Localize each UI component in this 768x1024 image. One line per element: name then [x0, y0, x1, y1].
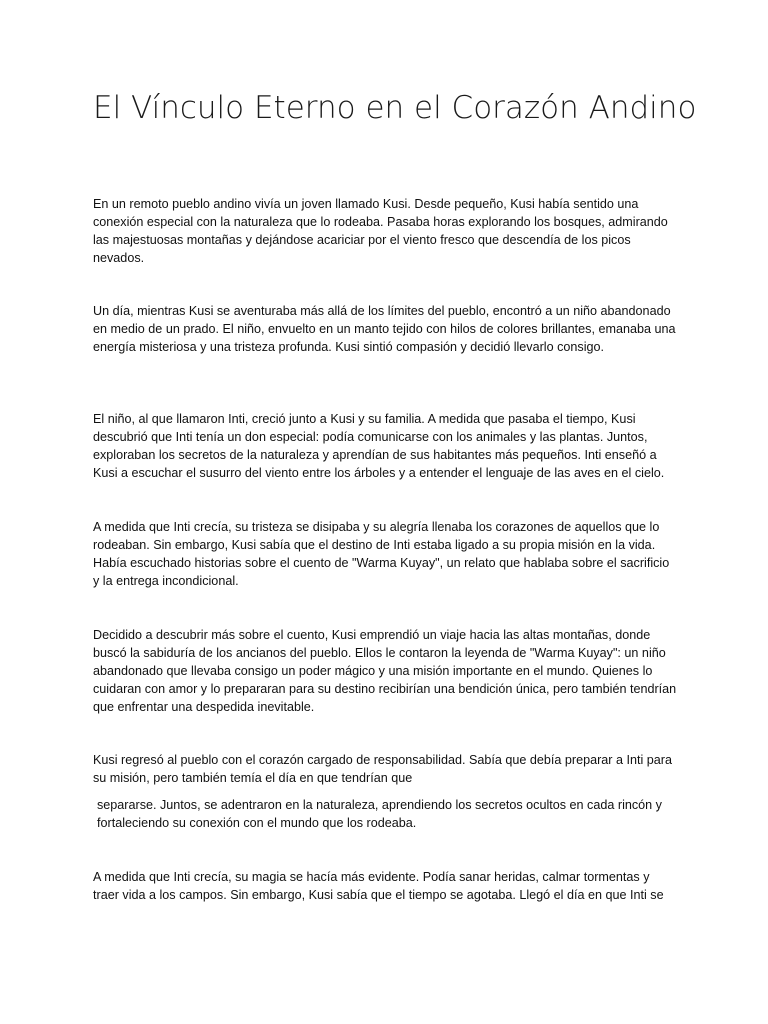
document-title: El Vínculo Eterno en el Corazón Andino — [93, 90, 697, 126]
paragraph: A medida que Inti crecía, su magia se hacía más evidente. Podía sanar heridas, calmar tormentas y traer vida a los campos. Sin embargo, Kusi sabía que el tiempo se agotaba. Llegó el día en que Inti se — [93, 870, 664, 902]
paragraph: El niño, al que llamaron Inti, creció junto a Kusi y su familia. A medida que pasaba el tiempo, Kusi descubrió que Inti tenía un don especial: podía comunicarse con los animales y las plantas. Juntos, exploraban los secretos de la naturaleza y aprendían de sus habitantes más pequeños. Inti enseñó a Kusi a escuchar el susurro del viento entre los árboles y a entender el lenguaje de las aves en el cielo. — [93, 412, 665, 480]
paragraph: A medida que Inti crecía, su tristeza se disipaba y su alegría llenaba los corazones de aquellos que lo rodeaban. Sin embargo, Kusi sabía que el destino de Inti estaba ligado a su propia misión en la vida. Había escuchado historias sobre el cuento de "Warma Kuyay", un relato que hablaba sobre el sacrificio y la entrega incondicional. — [93, 520, 670, 588]
paragraph: separarse. Juntos, se adentraron en la naturaleza, aprendiendo los secretos ocultos en cada rincón y fortaleciendo su conexión con el mundo que los rodeaba. — [97, 798, 662, 830]
paragraph: Kusi regresó al pueblo con el corazón cargado de responsabilidad. Sabía que debía preparar a Inti para su misión, pero también temía el día en que tendrían que — [93, 753, 672, 785]
paragraph: En un remoto pueblo andino vivía un joven llamado Kusi. Desde pequeño, Kusi había sentido una conexión especial con la naturaleza que lo rodeaba. Pasaba horas explorando los bosques, admirando las majestuosas montañas y dejándose acariciar por el viento fresco que descendía de los picos nevados. — [93, 197, 668, 265]
paragraph: Un día, mientras Kusi se aventuraba más allá de los límites del pueblo, encontró a un niño abandonado en medio de un prado. El niño, envuelto en un manto tejido con hilos de colores brillantes, emanaba una energía misteriosa y una tristeza profunda. Kusi sintió compasión y decidió llevarlo consigo. — [93, 304, 676, 354]
paragraph: Decidido a descubrir más sobre el cuento, Kusi emprendió un viaje hacia las altas montañas, donde buscó la sabiduría de los ancianos del pueblo. Ellos le contaron la leyenda de "Warma Kuyay": un niño abandonado que llevaba consigo un poder mágico y una misión importante en el mundo. Quienes lo cuidaran con amor y lo prepararan para su destino recibirían una bendición única, pero también tendrían que enfrentar una despedida inevitable. — [93, 628, 677, 714]
